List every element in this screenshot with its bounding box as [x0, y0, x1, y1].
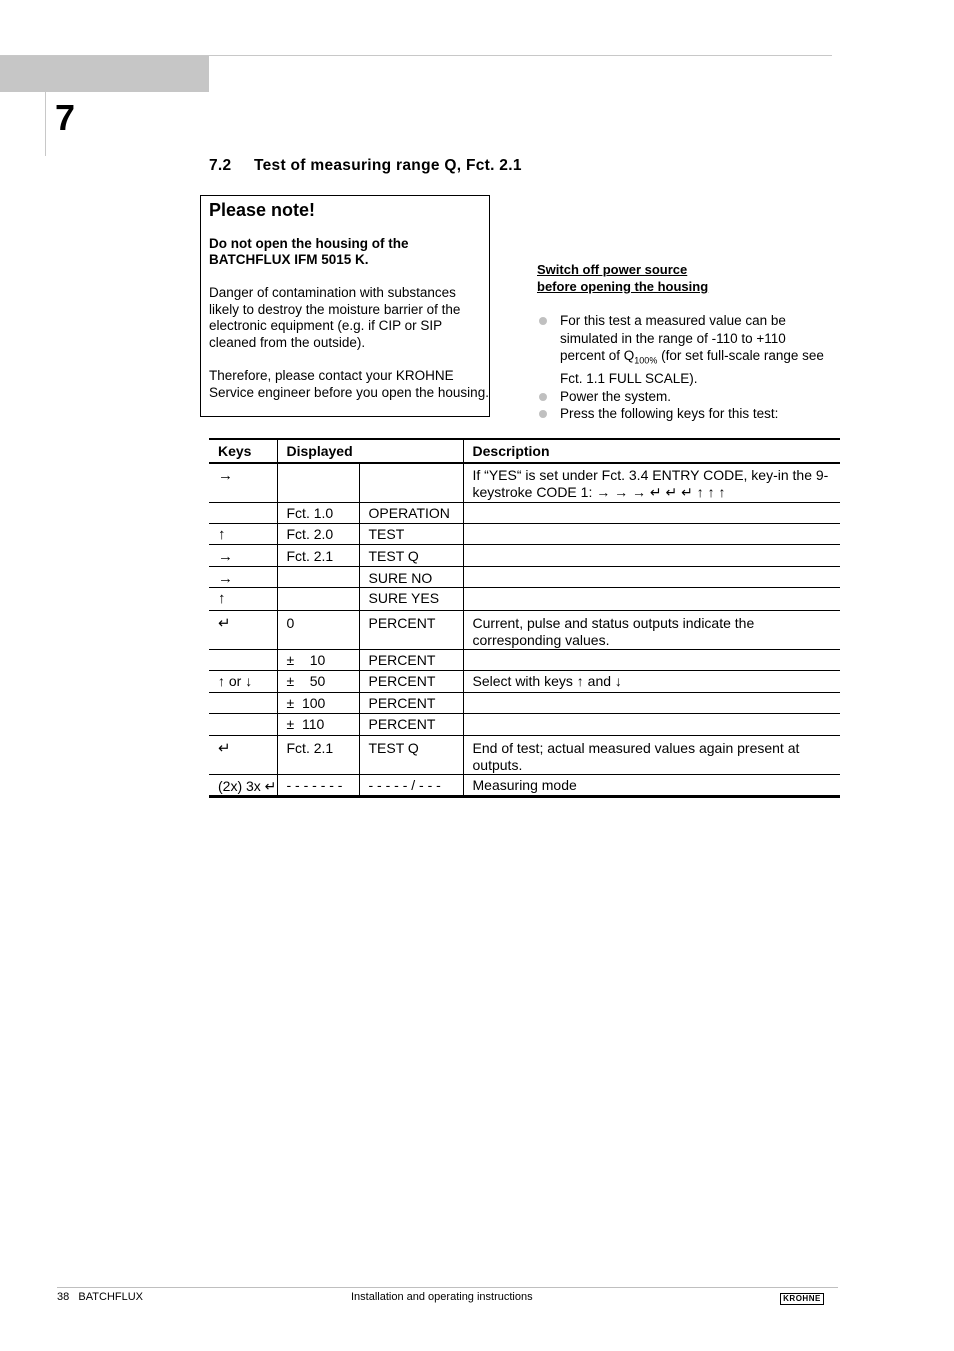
table-row [209, 566, 840, 587]
cell-keys: ↑ or ↓ [209, 670, 277, 692]
cell-display-text: TEST Q [359, 735, 463, 774]
cell-keys [209, 692, 277, 713]
table-header-row [209, 439, 840, 463]
bullet-2-text: Power the system. [560, 388, 672, 404]
table-row [209, 649, 840, 670]
table-row [209, 523, 840, 544]
bullet-dot-icon [539, 317, 547, 325]
cell-keys: ↵ [209, 610, 277, 649]
bullet-item [537, 388, 827, 406]
header-description: Description [463, 439, 840, 463]
cell-description [463, 502, 840, 523]
cell-fct: ± 110 [277, 713, 359, 735]
cell-fct [277, 587, 359, 610]
bullet-dot-icon [539, 410, 547, 418]
key-sequence-table [209, 438, 840, 798]
header-displayed: Displayed [277, 439, 463, 463]
note-title: Please note! [209, 200, 316, 220]
bullet-dot-icon [539, 393, 547, 401]
cell-fct: Fct. 2.1 [277, 735, 359, 774]
table-row [209, 692, 840, 713]
cell-keys: → [209, 566, 277, 587]
cell-fct: ± 100 [277, 692, 359, 713]
cell-keys: (2x) 3x ↵ [209, 774, 277, 796]
table-row [209, 587, 840, 610]
note-box [200, 195, 490, 417]
cell-keys: ↑ [209, 523, 277, 544]
footer-rule [57, 1287, 838, 1288]
krohne-logo: KROHNE [780, 1293, 824, 1305]
bullet-1-text-end: (for set full-scale range see Fct. 1.1 FULL SCALE). [560, 348, 824, 387]
bullet-item [537, 405, 827, 423]
cell-description: End of test; actual measured values again present at outputs. [463, 735, 840, 774]
cell-keys [209, 649, 277, 670]
table-row [209, 774, 840, 796]
cell-keys: ↑ [209, 587, 277, 610]
cell-display-text: PERCENT [359, 670, 463, 692]
cell-description [463, 544, 840, 566]
cell-keys [209, 502, 277, 523]
cell-display-text: TEST [359, 523, 463, 544]
section-number: 7.2 [209, 157, 232, 174]
cell-keys: → [209, 544, 277, 566]
cell-display-text: PERCENT [359, 713, 463, 735]
cell-display-text: TEST Q [359, 544, 463, 566]
cell-display-text: PERCENT [359, 610, 463, 649]
chapter-divider [45, 92, 46, 156]
bullet-3-text: Press the following keys for this test: [560, 406, 779, 422]
bullet-list [537, 312, 827, 423]
table-row [209, 544, 840, 566]
cell-display-text: - - - - - / - - - [359, 774, 463, 796]
table-row [209, 713, 840, 735]
cell-fct: Fct. 2.1 [277, 544, 359, 566]
bullet-item [537, 312, 827, 388]
table-row [209, 463, 840, 502]
footer-doc-title: Installation and operating instructions [351, 1291, 533, 1303]
bullet-1-subscript: 100% [634, 355, 658, 366]
cell-fct: Fct. 2.0 [277, 523, 359, 544]
cell-fct: ± 10 [277, 649, 359, 670]
chapter-number: 7 [55, 97, 76, 138]
power-warning-line1: Switch off power source [537, 262, 688, 277]
cell-keys [209, 713, 277, 735]
cell-fct [277, 566, 359, 587]
note-paragraph-2: Therefore, please contact your KROHNE Service engineer before you open the housing. [209, 368, 489, 400]
note-warning-text [209, 236, 489, 268]
table-row [209, 610, 840, 649]
cell-fct: Fct. 1.0 [277, 502, 359, 523]
cell-display-text: SURE YES [359, 587, 463, 610]
cell-fct: ± 50 [277, 670, 359, 692]
cell-display-text: PERCENT [359, 692, 463, 713]
cell-description: Current, pulse and status outputs indicate the corresponding values. [463, 610, 840, 649]
power-warning [537, 261, 708, 295]
section-heading [209, 157, 522, 175]
cell-description [463, 713, 840, 735]
cell-description: If “YES“ is set under Fct. 3.4 ENTRY CODE, key-in the 9-keystroke CODE 1: → → → ↵ ↵ ↵ ↑ ↑ ↑ [463, 463, 840, 502]
cell-description [463, 587, 840, 610]
note-paragraph-1: Danger of contamination with substances likely to destroy the moisture barrier of the electronic equipment (e.g. if CIP or SIP cleaned from the outside). [209, 285, 461, 350]
note-bold-line1: Do not open the housing of the [209, 236, 409, 251]
table-row [209, 670, 840, 692]
cell-display-text: PERCENT [359, 649, 463, 670]
cell-display-text: OPERATION [359, 502, 463, 523]
section-title: Test of measuring range Q, Fct. 2.1 [254, 157, 522, 174]
cell-display-text [359, 463, 463, 502]
cell-fct: 0 [277, 610, 359, 649]
cell-display-text: SURE NO [359, 566, 463, 587]
cell-description [463, 523, 840, 544]
header-keys: Keys [209, 439, 277, 463]
cell-fct [277, 463, 359, 502]
table-row [209, 735, 840, 774]
table-row [209, 502, 840, 523]
bullet-1-text: For this test a measured value can be simulated in the range of -110 to +110 percent of Q [560, 313, 786, 363]
cell-fct: - - - - - - - [277, 774, 359, 796]
cell-keys: ↵ [209, 735, 277, 774]
footer-page-info [57, 1291, 143, 1303]
note-bold-line2: BATCHFLUX IFM 5015 K. [209, 252, 369, 267]
product-name: BATCHFLUX [78, 1291, 144, 1303]
cell-description [463, 692, 840, 713]
page-number: 38 [57, 1291, 70, 1303]
cell-description [463, 649, 840, 670]
cell-description: Measuring mode [463, 774, 840, 796]
cell-description [463, 566, 840, 587]
power-warning-line2: before opening the housing [537, 279, 709, 294]
cell-description: Select with keys ↑ and ↓ [463, 670, 840, 692]
header-tab-bar [0, 56, 209, 92]
cell-keys: → [209, 463, 277, 502]
